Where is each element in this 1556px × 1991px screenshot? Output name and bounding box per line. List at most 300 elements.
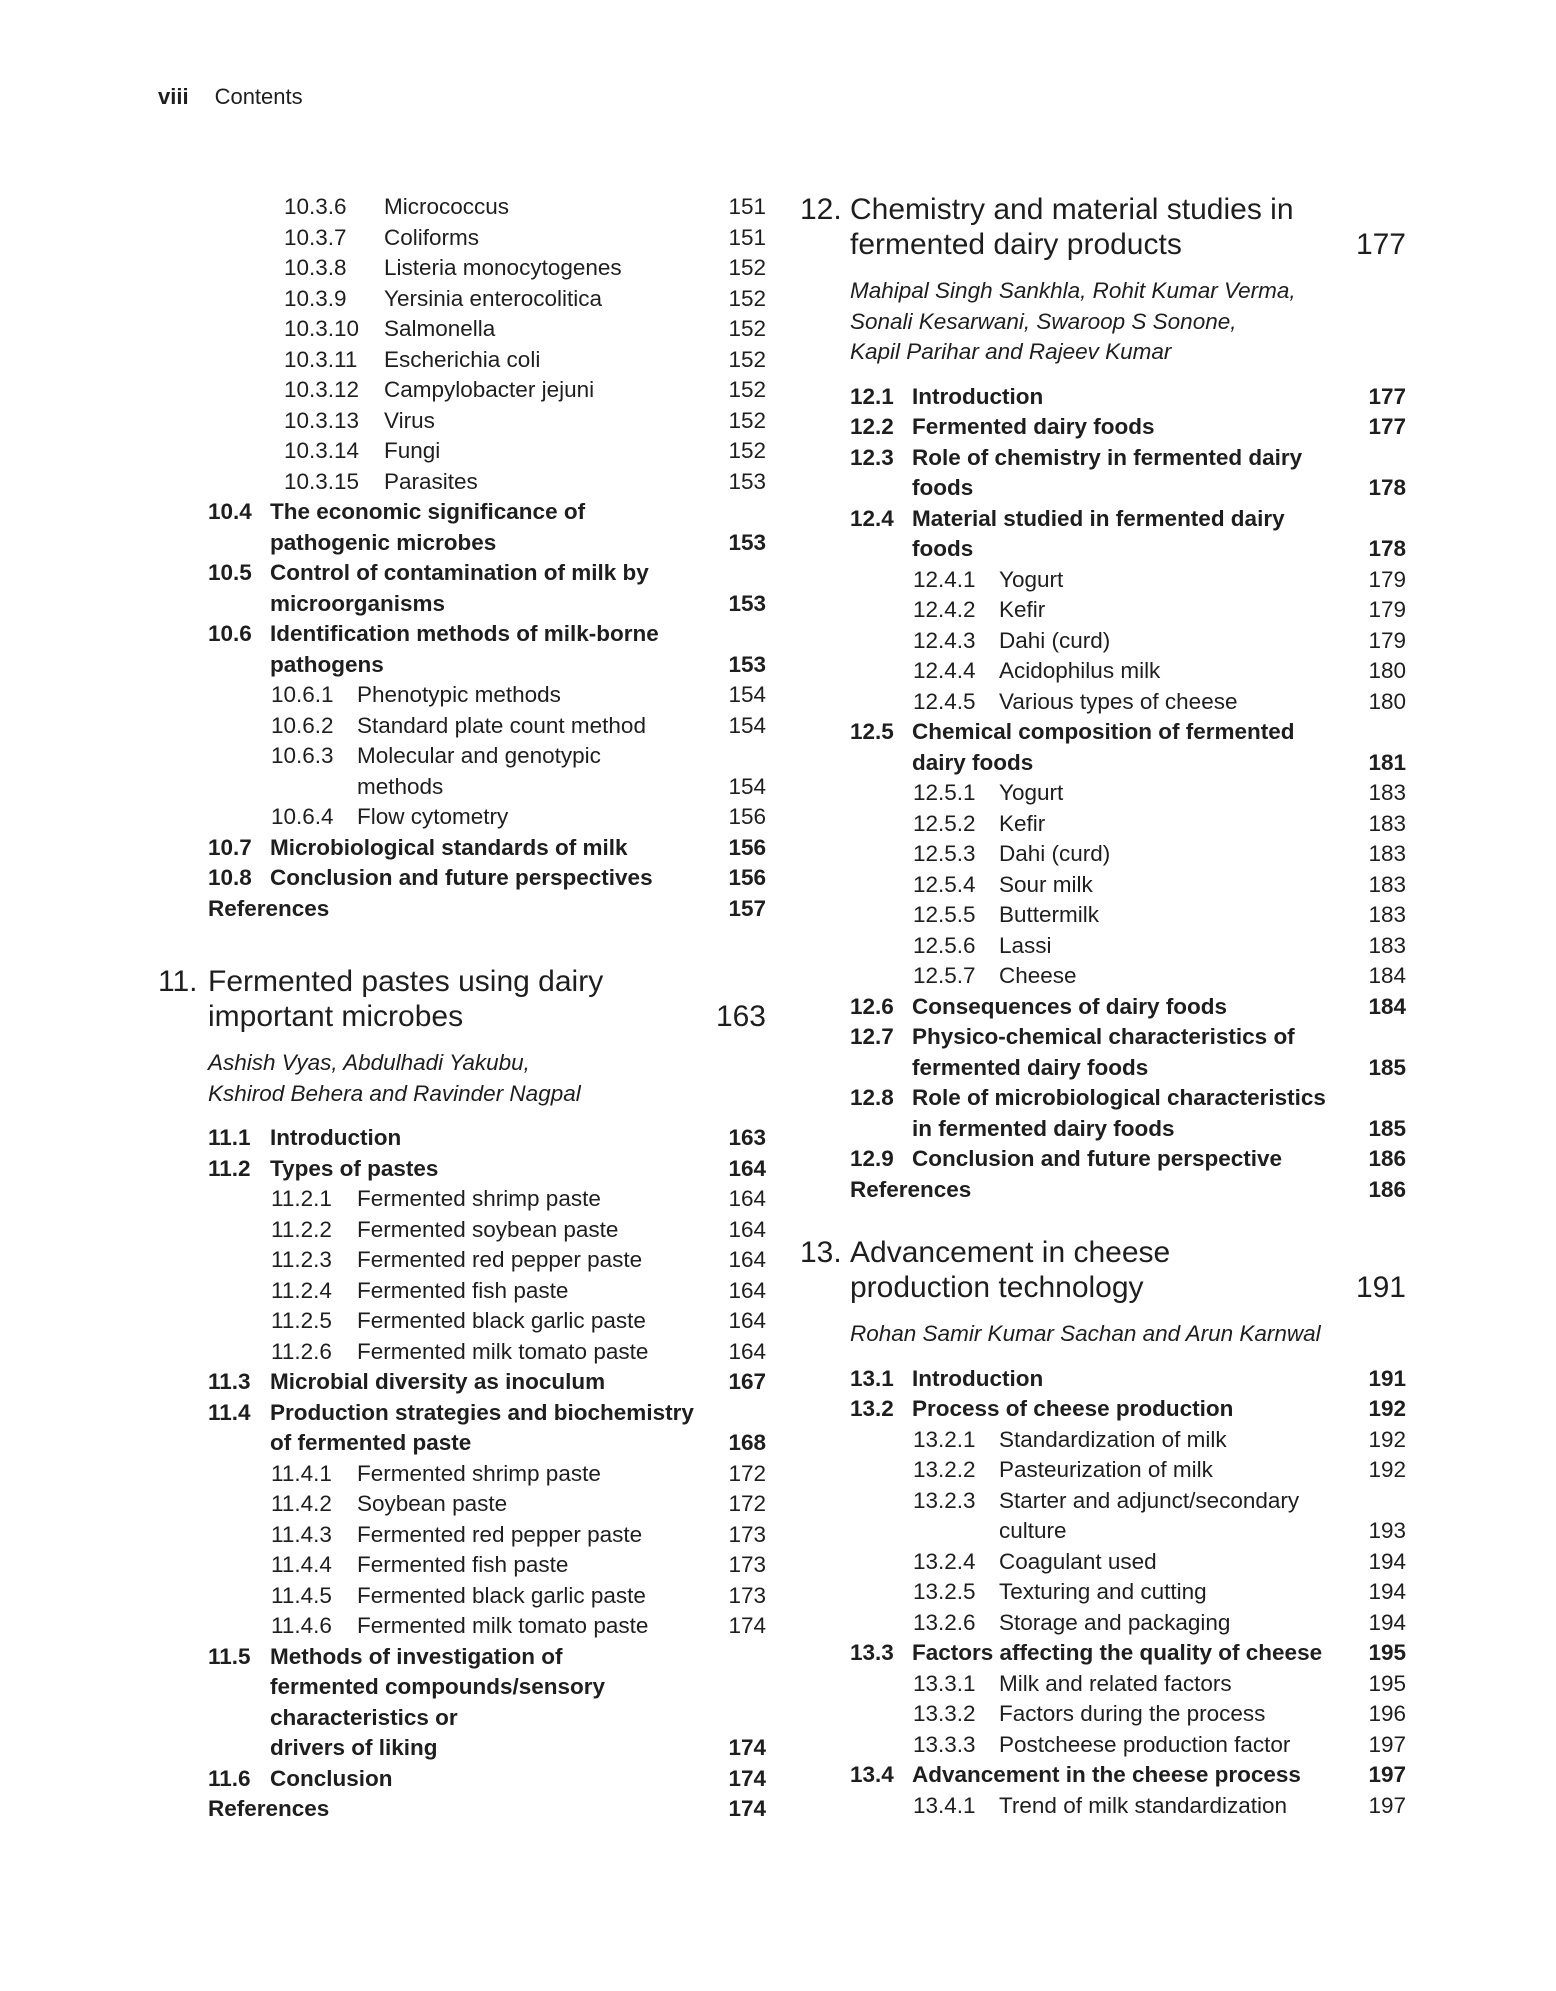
toc-entry-title: microorganisms: [270, 590, 446, 616]
toc-entry[interactable]: [800, 1486, 1406, 1517]
toc-entry-page: 174: [728, 1796, 766, 1821]
toc-entry-page: 179: [1368, 566, 1406, 592]
toc-entry-number: 12.5.3: [913, 841, 976, 866]
toc-entry-page: 154: [728, 712, 766, 738]
toc-entry-title: Fermented soybean paste: [357, 1216, 619, 1242]
toc-entry-page: 185: [1368, 1054, 1406, 1080]
toc-entry-page: 152: [728, 407, 766, 433]
toc-entry-title: culture: [999, 1518, 1067, 1543]
toc-entry[interactable]: [800, 778, 1406, 809]
toc-entry-number: 10.6: [208, 621, 252, 646]
toc-entry-title: Coliforms: [384, 224, 480, 250]
toc-entry[interactable]: [158, 1642, 766, 1673]
toc-entry[interactable]: [158, 1245, 766, 1276]
toc-entry-number: 11.2: [208, 1155, 251, 1181]
toc-entry-number: 13.4.1: [913, 1792, 976, 1818]
toc-entry-number: 13.2.5: [913, 1579, 976, 1604]
toc-entry-number: 12.5.4: [913, 871, 976, 897]
toc-entry-page: 183: [1368, 871, 1406, 897]
toc-entry-title: Fermented dairy foods: [912, 414, 1155, 439]
toc-references-entry[interactable]: [800, 1175, 1406, 1206]
toc-entry-page: 180: [1368, 658, 1406, 683]
toc-chapter12-entries: [800, 382, 1406, 1206]
toc-entry[interactable]: [800, 534, 1406, 565]
toc-entry-title: Cheese: [999, 963, 1077, 988]
toc-entry-title: Introduction: [912, 383, 1044, 409]
toc-entry[interactable]: [158, 1154, 766, 1185]
toc-entry-title: Parasites: [384, 468, 478, 494]
toc-entry[interactable]: [158, 1764, 766, 1795]
toc-entry-page: 195: [1368, 1670, 1406, 1696]
toc-entry[interactable]: [800, 1791, 1406, 1822]
toc-entry-number: 13.2.6: [913, 1609, 976, 1635]
toc-entry-page: 156: [728, 804, 766, 829]
chapter-heading-13[interactable]: [800, 1235, 1406, 1305]
toc-entry[interactable]: [158, 1733, 766, 1764]
toc-entry-number: 11.4.1: [271, 1460, 332, 1486]
toc-entry-number: 10.3.11: [284, 346, 358, 372]
toc-entry-number: 11.3: [208, 1369, 251, 1394]
toc-entry-number: 12.1: [850, 383, 894, 409]
toc-entry-page: 195: [1368, 1640, 1406, 1665]
toc-entry[interactable]: [800, 687, 1406, 718]
toc-entry-page: 151: [728, 224, 766, 250]
toc-entry[interactable]: [158, 1459, 766, 1490]
toc-entry[interactable]: [800, 595, 1406, 626]
toc-entry[interactable]: [158, 253, 766, 284]
toc-entry-page: 197: [1368, 1731, 1406, 1757]
toc-entry-number: 12.9: [850, 1146, 894, 1171]
toc-entry-page: 183: [1368, 841, 1406, 866]
toc-entry-number: 13.3: [850, 1640, 894, 1665]
chapter-title-line: Chemistry and material studies in: [850, 193, 1294, 226]
toc-entry-number: 10.3.15: [284, 468, 360, 494]
toc-entry-page: 178: [1368, 536, 1406, 561]
toc-entry-number: 10.3.10: [284, 316, 360, 341]
toc-entry[interactable]: [158, 192, 766, 223]
toc-entry-page: 153: [728, 651, 766, 677]
chapter-title-line: Advancement in cheese: [850, 1236, 1171, 1269]
toc-entry-number: 10.4: [208, 499, 252, 524]
toc-entry-number: 11.2.1: [271, 1186, 332, 1211]
toc-entry-page: 179: [1368, 597, 1406, 622]
toc-entry-page: 156: [728, 865, 766, 890]
toc-entry[interactable]: [158, 772, 766, 803]
toc-chapter13-entries: [800, 1364, 1406, 1822]
toc-entry[interactable]: [158, 1123, 766, 1154]
toc-entry[interactable]: [800, 1083, 1406, 1114]
toc-entry-number: 10.6.4: [271, 804, 334, 829]
toc-left-column: [158, 192, 766, 1825]
toc-entry-title: Introduction: [912, 1365, 1044, 1391]
toc-entry[interactable]: [158, 711, 766, 742]
toc-entry-number: 12.4: [850, 505, 894, 531]
toc-entry-number: 11.6: [208, 1765, 251, 1791]
toc-entry-title: Milk and related factors: [999, 1670, 1232, 1696]
toc-references-entry[interactable]: [158, 1794, 766, 1825]
toc-entry-title: Factors affecting the quality of cheese: [912, 1640, 1323, 1665]
toc-entry-title: References: [850, 1176, 972, 1202]
toc-entry-title: Identification methods of milk-borne: [270, 621, 659, 646]
toc-entry[interactable]: [800, 443, 1406, 474]
toc-entry-number: 10.6.3: [271, 743, 334, 768]
toc-entry-title: Storage and packaging: [999, 1609, 1231, 1635]
toc-entry-title: Fermented fish paste: [357, 1552, 569, 1577]
toc-entry[interactable]: [158, 1520, 766, 1551]
toc-entry-title: Yersinia enterocolitica: [384, 285, 603, 311]
toc-entry-page: 174: [728, 1613, 766, 1638]
toc-entry[interactable]: [800, 656, 1406, 687]
authors-line: Mahipal Singh Sankhla, Rohit Kumar Verma,: [850, 278, 1296, 303]
toc-entry-title: The economic significance of: [270, 499, 586, 524]
toc-entry[interactable]: [158, 1367, 766, 1398]
toc-entry-title: Dahi (curd): [999, 841, 1111, 866]
toc-entry-page: 164: [728, 1277, 766, 1303]
toc-entry-title: fermented dairy foods: [912, 1054, 1149, 1080]
toc-entry-number: 11.4.6: [271, 1613, 332, 1638]
toc-entry-page: 191: [1368, 1365, 1406, 1391]
toc-entry-page: 178: [1368, 475, 1406, 500]
toc-entry-title: foods: [912, 536, 974, 561]
toc-entry-page: 164: [728, 1247, 766, 1272]
toc-entry-title: Fermented red pepper paste: [357, 1521, 643, 1547]
toc-entry-number: 12.5: [850, 719, 894, 744]
toc-entry[interactable]: [800, 992, 1406, 1023]
toc-entry[interactable]: [158, 528, 766, 559]
toc-entry-title: References: [208, 895, 330, 921]
running-head-title: Contents: [214, 84, 303, 109]
toc-entry[interactable]: [158, 1550, 766, 1581]
toc-entry[interactable]: [158, 1489, 766, 1520]
authors-line: Sonali Kesarwani, Swaroop S Sonone,: [850, 308, 1237, 334]
toc-entry[interactable]: [800, 900, 1406, 931]
toc-entry-page: 154: [728, 682, 766, 707]
toc-entry[interactable]: [800, 1364, 1406, 1395]
toc-entry-page: 185: [1368, 1115, 1406, 1141]
chapter-authors: [158, 1048, 766, 1109]
chapter-title-line: Fermented pastes using dairy: [208, 965, 604, 998]
toc-entry-number: 12.4.2: [913, 597, 976, 622]
toc-entry[interactable]: [158, 1703, 766, 1734]
toc-entry[interactable]: [158, 802, 766, 833]
toc-entry[interactable]: [800, 1547, 1406, 1578]
toc-entry[interactable]: [800, 565, 1406, 596]
toc-entry-title: foods: [912, 475, 974, 500]
toc-entry-title: Microbiological standards of milk: [270, 834, 628, 860]
toc-entry-title: Control of contamination of milk by: [270, 560, 649, 585]
toc-entry-number: 11.2.6: [271, 1338, 332, 1364]
chapter-authors: [800, 1319, 1406, 1350]
toc-entry[interactable]: [800, 1760, 1406, 1791]
toc-entry-page: 172: [728, 1491, 766, 1516]
toc-entry-page: 154: [728, 773, 766, 799]
toc-entry-page: 168: [728, 1430, 766, 1455]
toc-entry-title: Methods of investigation of: [270, 1643, 563, 1669]
toc-entry-number: 12.6: [850, 993, 894, 1019]
toc-entry-page: 183: [1368, 780, 1406, 805]
toc-entry-title: Chemical composition of fermented: [912, 719, 1295, 744]
toc-entry-title: in fermented dairy foods: [912, 1115, 1175, 1141]
toc-entry[interactable]: [800, 382, 1406, 413]
toc-entry-number: 12.4.4: [913, 658, 976, 683]
chapter-heading-12[interactable]: [800, 192, 1406, 262]
toc-entry-title: Fungi: [384, 438, 441, 463]
toc-entry-number: 13.3.1: [913, 1670, 976, 1696]
toc-entry-number: 12.4.3: [913, 627, 976, 653]
toc-entry-number: 13.4: [850, 1762, 894, 1787]
toc-entry-number: 11.4.3: [271, 1521, 332, 1547]
toc-entry-title: References: [208, 1796, 330, 1821]
toc-entry-page: 184: [1368, 993, 1406, 1019]
toc-entry[interactable]: [158, 1184, 766, 1215]
chapter-heading-11[interactable]: [158, 964, 766, 1034]
toc-entry-page: 164: [728, 1216, 766, 1242]
chapter-authors: [800, 276, 1406, 368]
toc-entry-title: Conclusion and future perspective: [912, 1146, 1283, 1171]
chapter-title: [208, 964, 676, 1034]
toc-entry[interactable]: [158, 589, 766, 620]
authors-line: Ashish Vyas, Abdulhadi Yakubu,: [208, 1050, 530, 1075]
toc-entry[interactable]: [158, 680, 766, 711]
toc-entry-page: 164: [728, 1338, 766, 1364]
toc-entry-number: 12.5.1: [913, 780, 976, 805]
toc-entry-page: 192: [1368, 1396, 1406, 1421]
toc-entry[interactable]: [158, 497, 766, 528]
toc-entry-page: 173: [728, 1552, 766, 1577]
toc-entry-title: pathogens: [270, 651, 384, 677]
toc-entry-title: Fermented milk tomato paste: [357, 1613, 649, 1638]
toc-entry-page: 163: [728, 1125, 766, 1150]
toc-entry-title: Fermented shrimp paste: [357, 1186, 601, 1211]
chapter-title: [850, 192, 1316, 262]
toc-entry-number: 10.3.14: [284, 438, 360, 463]
toc-entry-title: Fermented black garlic paste: [357, 1308, 646, 1333]
toc-entry[interactable]: [158, 1428, 766, 1459]
toc-entry[interactable]: [158, 833, 766, 864]
chapter-page: 191: [1355, 1271, 1406, 1304]
toc-entry-number: 11.2.3: [271, 1247, 332, 1272]
toc-entry-title: Pasteurization of milk: [999, 1457, 1213, 1482]
toc-entry-page: 186: [1368, 1146, 1406, 1171]
toc-entry-title: Fermented black garlic paste: [357, 1582, 646, 1608]
toc-entry-title: Virus: [384, 407, 435, 433]
toc-entry-number: 12.4.1: [913, 566, 976, 592]
toc-entry-number: 11.4: [208, 1399, 251, 1425]
toc-entry[interactable]: [800, 1144, 1406, 1175]
toc-entry-number: 13.2.3: [913, 1487, 976, 1513]
toc-entry[interactable]: [800, 1022, 1406, 1053]
toc-entry-page: 196: [1368, 1701, 1406, 1726]
toc-entry-title: Molecular and genotypic: [357, 743, 601, 768]
toc-entry[interactable]: [800, 1516, 1406, 1547]
toc-entry-title: Various types of cheese: [999, 688, 1238, 714]
toc-entry-number: 11.2.4: [271, 1277, 332, 1303]
toc-entry-title: fermented compounds/sensory: [270, 1674, 606, 1699]
toc-chapter11-entries: [158, 1123, 766, 1825]
toc-entry[interactable]: [800, 748, 1406, 779]
toc-entry[interactable]: [800, 1114, 1406, 1145]
toc-entry-number: 12.2: [850, 414, 894, 439]
toc-entry-number: 11.5: [208, 1643, 251, 1669]
toc-entry[interactable]: [800, 809, 1406, 840]
authors-line: Rohan Samir Kumar Sachan and Arun Karnwal: [850, 1321, 1321, 1346]
toc-entry[interactable]: [158, 1611, 766, 1642]
toc-entry-number: 12.4.5: [913, 688, 976, 714]
toc-entry[interactable]: [800, 931, 1406, 962]
toc-entry[interactable]: [158, 741, 766, 772]
toc-entry-title: Microbial diversity as inoculum: [270, 1369, 606, 1394]
toc-references-entry[interactable]: [158, 894, 766, 925]
toc-entry-number: 10.6.1: [271, 682, 334, 707]
toc-entry-title: Types of pastes: [270, 1155, 439, 1181]
toc-entry[interactable]: [158, 467, 766, 498]
toc-entry-number: 12.5.6: [913, 932, 976, 958]
toc-entry-number: 12.3: [850, 444, 894, 470]
toc-entry-title: Campylobacter jejuni: [384, 377, 595, 402]
toc-entry-page: 152: [728, 346, 766, 372]
page-number: viii: [158, 84, 189, 109]
toc-entry[interactable]: [800, 1577, 1406, 1608]
toc-entry-number: 13.3.2: [913, 1701, 976, 1726]
toc-entry[interactable]: [158, 436, 766, 467]
toc-entry[interactable]: [800, 473, 1406, 504]
toc-entry[interactable]: [158, 284, 766, 315]
toc-entry-number: 12.7: [850, 1024, 894, 1049]
toc-entry[interactable]: [800, 1638, 1406, 1669]
authors-line: Kshirod Behera and Ravinder Nagpal: [208, 1080, 581, 1106]
toc-entry-number: 13.2.2: [913, 1457, 976, 1482]
toc-entry[interactable]: [800, 870, 1406, 901]
toc-entry-title: Buttermilk: [999, 902, 1100, 927]
toc-entry-title: Fermented milk tomato paste: [357, 1338, 649, 1364]
toc-entry-title: Coagulant used: [999, 1548, 1157, 1574]
toc-entry-title: Conclusion and future perspectives: [270, 865, 653, 890]
toc-entry-title: of fermented paste: [270, 1430, 472, 1455]
toc-entry[interactable]: [158, 223, 766, 254]
toc-entry-title: Fermented fish paste: [357, 1277, 569, 1303]
toc-entry[interactable]: [800, 1730, 1406, 1761]
toc-entry-number: 11.4.5: [271, 1582, 332, 1608]
toc-entry[interactable]: [800, 412, 1406, 443]
toc-entry-page: 151: [728, 194, 766, 219]
toc-entry-number: 11.1: [208, 1125, 251, 1150]
toc-entry[interactable]: [800, 1455, 1406, 1486]
toc-entry-page: 183: [1368, 810, 1406, 836]
toc-entry-page: 180: [1368, 688, 1406, 714]
toc-entry-page: 194: [1368, 1579, 1406, 1604]
toc-entry[interactable]: [800, 1053, 1406, 1084]
toc-entry-title: Role of chemistry in fermented dairy: [912, 444, 1303, 470]
toc-entry-number: 11.4.4: [271, 1552, 332, 1577]
toc-entry-page: 172: [728, 1460, 766, 1486]
toc-entry[interactable]: [158, 1276, 766, 1307]
toc-entry-number: 10.7: [208, 834, 252, 860]
toc-entry[interactable]: [800, 961, 1406, 992]
toc-entry-title: Process of cheese production: [912, 1396, 1234, 1421]
chapter-number: 13.: [800, 1236, 842, 1269]
toc-entry[interactable]: [158, 650, 766, 681]
toc-entry[interactable]: [800, 1394, 1406, 1425]
toc-entry[interactable]: [158, 345, 766, 376]
toc-entry[interactable]: [800, 1669, 1406, 1700]
toc-entry-page: 183: [1368, 932, 1406, 958]
toc-entry-number: 13.3.3: [913, 1731, 976, 1757]
chapter-title: [850, 1235, 1316, 1305]
toc-entry[interactable]: [800, 504, 1406, 535]
toc-entry-page: 156: [728, 834, 766, 860]
toc-entry-title: Fermented shrimp paste: [357, 1460, 601, 1486]
toc-entry-page: 173: [728, 1582, 766, 1608]
chapter-page: 177: [1355, 228, 1406, 261]
toc-entry[interactable]: [158, 1581, 766, 1612]
toc-entry-number: 10.3.9: [284, 285, 347, 311]
toc-entry[interactable]: [158, 1337, 766, 1368]
toc-entry[interactable]: [158, 1306, 766, 1337]
toc-entry[interactable]: [158, 1672, 766, 1703]
toc-entry-page: 193: [1368, 1518, 1406, 1543]
toc-entry-number: 11.2.2: [271, 1216, 332, 1242]
toc-entry[interactable]: [158, 1215, 766, 1246]
toc-entry-page: 152: [728, 285, 766, 311]
toc-entry[interactable]: [800, 1608, 1406, 1639]
toc-entry-page: 173: [728, 1521, 766, 1547]
toc-entry[interactable]: [158, 406, 766, 437]
toc-entry[interactable]: [158, 314, 766, 345]
toc-entry-title: characteristics or: [270, 1704, 458, 1730]
toc-entry[interactable]: [800, 717, 1406, 748]
toc-entry[interactable]: [800, 626, 1406, 657]
toc-entry-page: 153: [728, 529, 766, 555]
toc-entry-title: Acidophilus milk: [999, 658, 1161, 683]
toc-entry-page: 157: [728, 895, 766, 921]
toc-entry-page: 153: [728, 590, 766, 616]
running-head: [158, 84, 303, 110]
toc-entry-page: 167: [728, 1369, 766, 1394]
toc-entry-page: 197: [1368, 1762, 1406, 1787]
toc-entry-page: 153: [728, 468, 766, 494]
toc-entry-page: 152: [728, 438, 766, 463]
toc-entry-title: Kefir: [999, 597, 1046, 622]
chapter-title-line: important microbes: [208, 1000, 464, 1033]
toc-chapter10-continued: [158, 192, 766, 924]
toc-entry-title: Consequences of dairy foods: [912, 993, 1228, 1019]
toc-entry-title: Salmonella: [384, 316, 496, 341]
toc-entry-title: Starter and adjunct/secondary: [999, 1487, 1300, 1513]
toc-entry[interactable]: [158, 1398, 766, 1429]
toc-entry-title: Postcheese production factor: [999, 1731, 1291, 1757]
toc-entry-page: 174: [728, 1735, 766, 1760]
toc-entry-page: 179: [1368, 627, 1406, 653]
toc-entry-title: Kefir: [999, 810, 1046, 836]
toc-entry[interactable]: [158, 863, 766, 894]
toc-entry[interactable]: [800, 839, 1406, 870]
toc-entry-number: 11.2.5: [271, 1308, 332, 1333]
toc-entry[interactable]: [800, 1699, 1406, 1730]
toc-entry-page: 192: [1368, 1426, 1406, 1452]
toc-entry-page: 164: [728, 1155, 766, 1181]
toc-entry-title: Lassi: [999, 932, 1052, 958]
toc-entry-page: 177: [1368, 383, 1406, 409]
toc-entry[interactable]: [800, 1425, 1406, 1456]
toc-entry-page: 152: [728, 377, 766, 402]
toc-entry-page: 152: [728, 316, 766, 341]
toc-entry-title: Dahi (curd): [999, 627, 1111, 653]
toc-entry-number: 10.3.13: [284, 407, 360, 433]
toc-entry[interactable]: [158, 375, 766, 406]
toc-entry[interactable]: [158, 558, 766, 589]
toc-entry-number: 10.3.12: [284, 377, 360, 402]
toc-entry[interactable]: [158, 619, 766, 650]
